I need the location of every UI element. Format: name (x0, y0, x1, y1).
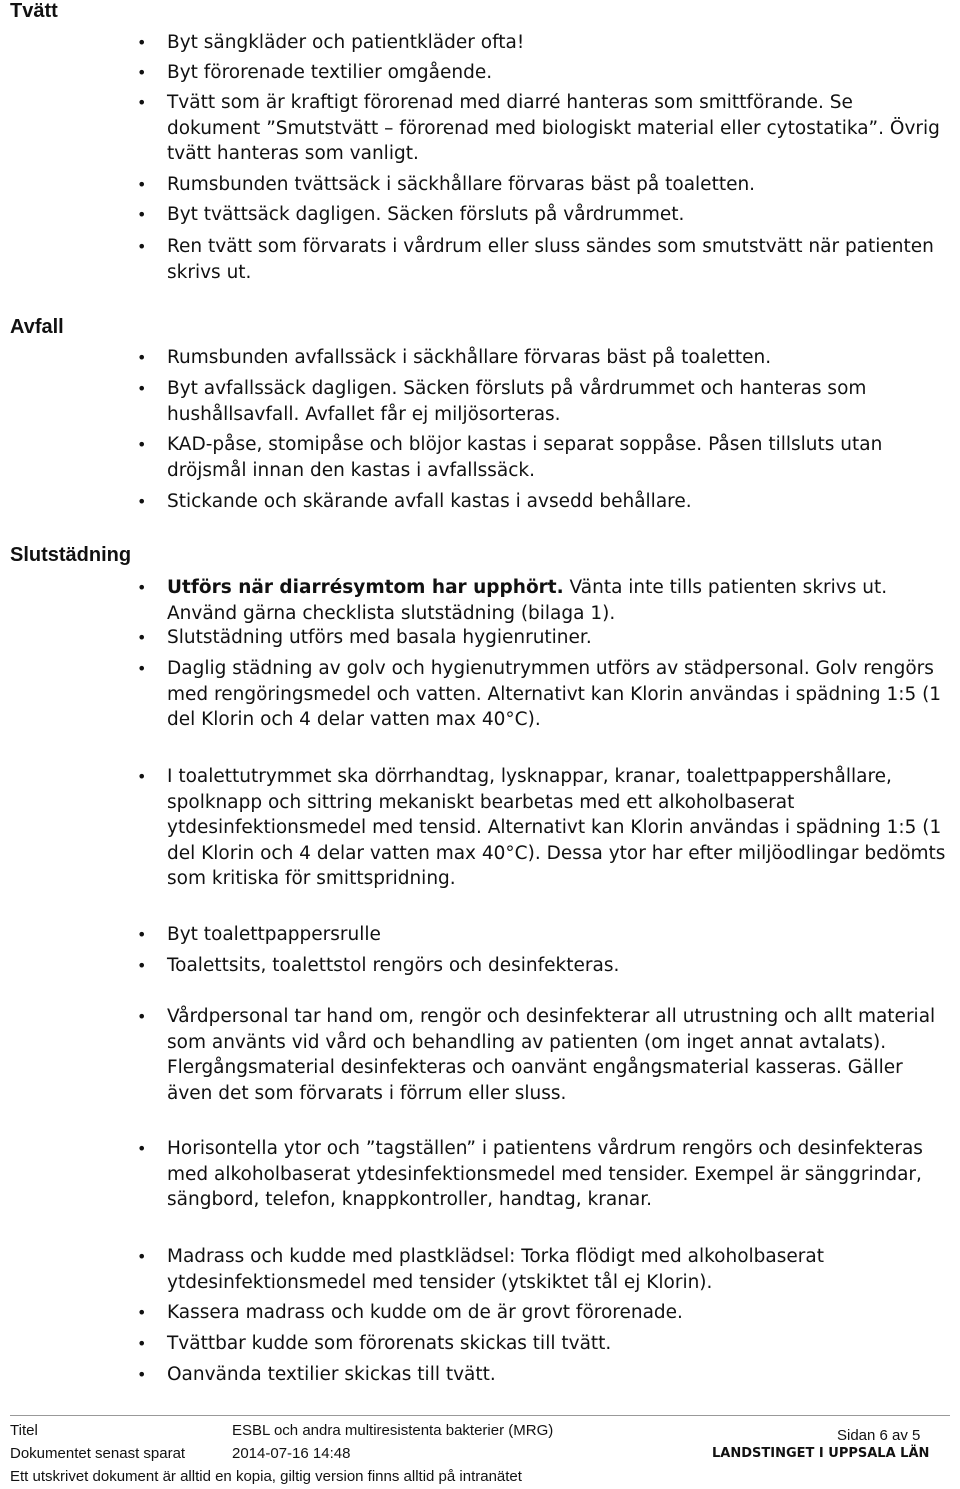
list-item: • Tvättbar kudde som förorenats skickas till tvätt. (167, 1331, 949, 1357)
list-item: • Ren tvätt som förvarats i vårdrum eller sluss sändes som smutstvätt när patienten skrivs ut. (167, 234, 949, 285)
list-item: • Vårdpersonal tar hand om, rengör och desinfekterar all utrustning och allt material som använts vid vård och behandling av patienten (om inget annat avtalats). Flergångsmaterial desinfekteras och oanvänt engångsmaterial kasseras. Gäller även det som förvarats i förrum eller sluss. (167, 1004, 949, 1106)
list-item: • Horisontella ytor och ”tagställen” i patientens vårdrum rengörs och desinfekteras med alkoholbaserat ytdesinfektionsmedel med tensider. Exempel är sänggrindar, sängbord, telefon, knappkontroller, handtag, kranar. (167, 1136, 949, 1213)
section-heading-tvatt: Tvätt (10, 0, 58, 22)
emphasis-text: Utförs när diarrésymtom har upphört. (167, 577, 564, 598)
list-item: • Oanvända textilier skickas till tvätt. (167, 1362, 949, 1388)
list-item: • Tvätt som är kraftigt förorenad med diarré hanteras som smittförande. Se dokument ”Smutstvätt – förorenad med biologiskt material eller cytostatika”. Övrig tvätt hanteras som vanligt. (167, 90, 949, 167)
footer-saved-label: Dokumentet senast sparat (10, 1445, 186, 1462)
footer-disclaimer: Ett utskrivet dokument är alltid en kopia, giltig version finns alltid på intranätet (10, 1468, 522, 1485)
footer-title-label: Titel (10, 1422, 38, 1439)
list-item: • Daglig städning av golv och hygienutrymmen utförs av städpersonal. Golv rengörs med rengöringsmedel och vatten. Alternativt kan Klorin användas i spädning 1:5 (1 del Klorin och 4 delar vatten max 40°C). (167, 656, 949, 733)
list-item (167, 575, 949, 626)
section-heading-slutstadning: Slutstädning (10, 544, 132, 566)
list-item: • Byt avfallssäck dagligen. Säcken försluts på vårdrummet och hanteras som hushållsavfall. Avfallet får ej miljösorteras. (167, 376, 949, 427)
footer-title-value: ESBL och andra multiresistenta bakterier (MRG) (232, 1422, 554, 1439)
list-item: • Toalettsits, toalettstol rengörs och desinfekteras. (167, 953, 949, 979)
footer-saved-value: 2014-07-16 14:48 (232, 1445, 351, 1462)
list-item: • Madrass och kudde med plastklädsel: Torka flödigt med alkoholbaserat ytdesinfektionsmedel med tensider (ytskiktet tål ej Klorin). (167, 1244, 949, 1295)
list-item: • Slutstädning utförs med basala hygienrutiner. (167, 625, 949, 651)
list-item: • Byt sängkläder och patientkläder ofta! (167, 30, 949, 56)
footer-divider (10, 1415, 950, 1416)
list-item: • Rumsbunden avfallssäck i säckhållare förvaras bäst på toaletten. (167, 345, 949, 371)
page-footer (0, 1415, 960, 1489)
list-item: • Byt tvättsäck dagligen. Säcken försluts på vårdrummet. (167, 202, 949, 228)
list-item: • Kassera madrass och kudde om de är grovt förorenade. (167, 1300, 949, 1326)
footer-page-info: Sidan 6 av 5 (837, 1427, 921, 1444)
list-item: • Stickande och skärande avfall kastas i avsedd behållare. (167, 489, 949, 515)
list-item: • I toalettutrymmet ska dörrhandtag, lysknappar, kranar, toalettpappershållare, spolknapp och sittring mekaniskt bearbetas med ett alkoholbaserat ytdesinfektionsmedel med tensid. Alternativt kan Klorin användas i spädning 1:5 (1 del Klorin och 4 delar vatten max 40°C). Dessa ytor har efter miljöodlingar bedömts som kritiska för smittspridning. (167, 764, 949, 892)
list-item-text: Vänta inte tills patienten skrivs ut. Använd gärna checklista slutstädning (bilaga 1). (167, 577, 888, 624)
list-item: • Byt förorenade textilier omgående. (167, 60, 949, 86)
list-item: • Rumsbunden tvättsäck i säckhållare förvaras bäst på toaletten. (167, 172, 949, 198)
list-item: • Byt toalettpappersrulle (167, 922, 949, 948)
list-item: • KAD-påse, stomipåse och blöjor kastas i separat soppåse. Påsen tillsluts utan dröjsmål innan den kastas i avfallssäck. (167, 432, 949, 483)
section-heading-avfall: Avfall (10, 316, 64, 338)
footer-organization: LANDSTINGET I UPPSALA LÄN (712, 1446, 930, 1461)
